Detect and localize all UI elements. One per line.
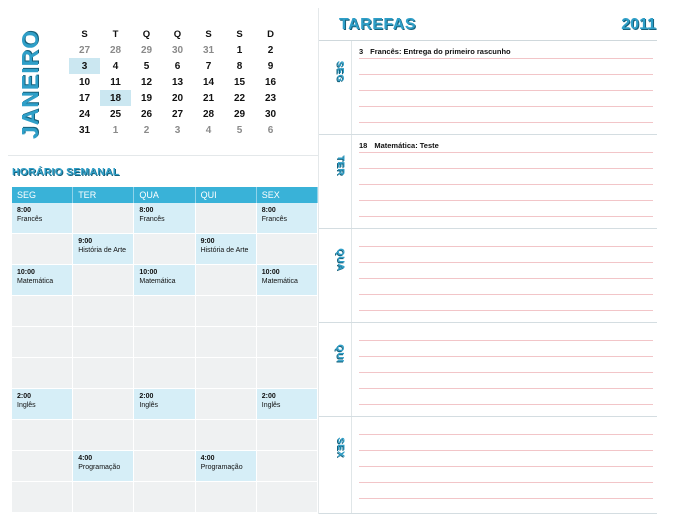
ruled-line[interactable] [359, 247, 653, 263]
calendar-day[interactable]: 27 [171, 108, 184, 120]
calendar-day[interactable]: 11 [110, 76, 121, 88]
calendar-week-row [69, 58, 286, 74]
task-day-divider [351, 229, 352, 322]
task-day-label: SEX [334, 436, 346, 458]
calendar-grid [69, 26, 286, 138]
schedule-empty-cell[interactable] [257, 420, 318, 450]
class-time: 9:00 [78, 238, 93, 245]
task-day-label: TER [334, 154, 346, 176]
ruled-line[interactable] [359, 357, 653, 373]
ruled-line[interactable] [359, 419, 653, 435]
schedule-empty-cell[interactable] [134, 420, 195, 450]
ruled-line[interactable] [359, 389, 653, 405]
ruled-line[interactable] [359, 153, 653, 169]
task-day-qui [319, 323, 657, 417]
schedule-class-cell[interactable] [257, 265, 318, 295]
task-entry[interactable] [359, 47, 511, 56]
tasks-panel [318, 8, 656, 514]
class-time: 2:00 [139, 393, 154, 400]
calendar-day[interactable]: 9 [267, 60, 274, 72]
schedule-empty-cell[interactable] [12, 234, 73, 264]
schedule-empty-cell[interactable] [196, 358, 257, 388]
calendar-week-row [69, 42, 286, 58]
schedule-empty-cell[interactable] [134, 296, 195, 326]
schedule-class-cell[interactable] [257, 203, 318, 233]
schedule-empty-cell[interactable] [257, 482, 318, 512]
schedule-class-cell[interactable] [134, 265, 195, 295]
calendar-day[interactable]: 17 [78, 92, 91, 104]
schedule-empty-cell[interactable] [12, 451, 73, 481]
schedule-row [12, 482, 318, 513]
calendar-day[interactable]: 21 [202, 92, 215, 104]
schedule-empty-cell[interactable] [257, 234, 318, 264]
schedule-day-header: QUI [196, 187, 257, 203]
task-day-seg [319, 41, 657, 135]
schedule-row [12, 451, 318, 482]
schedule-class-cell[interactable] [73, 451, 134, 481]
schedule-row [12, 327, 318, 358]
schedule-class-cell[interactable] [257, 389, 318, 419]
calendar-day[interactable]: 23 [264, 92, 277, 104]
calendar-day-highlighted[interactable]: 3 [69, 58, 100, 74]
task-date: 18 [359, 141, 368, 150]
task-text: Matemática: Teste [374, 141, 439, 150]
class-subject: Matemática [139, 278, 176, 285]
schedule-class-cell[interactable] [73, 234, 134, 264]
task-day-divider [351, 41, 352, 134]
ruled-line[interactable] [359, 75, 653, 91]
calendar-day[interactable]: 2 [143, 124, 150, 136]
ruled-line[interactable] [359, 325, 653, 341]
class-subject: Inglês [139, 402, 159, 409]
ruled-line[interactable] [359, 373, 653, 389]
task-day-label: QUA [334, 247, 346, 271]
calendar-day[interactable]: 31 [78, 124, 91, 136]
schedule-empty-cell[interactable] [12, 358, 73, 388]
calendar-day[interactable]: 22 [233, 92, 246, 104]
ruled-line[interactable] [359, 279, 653, 295]
task-day-divider [351, 135, 352, 228]
ruled-line[interactable] [359, 231, 653, 247]
year-label: 2011 [621, 16, 656, 33]
ruled-line[interactable] [359, 435, 653, 451]
calendar-day[interactable]: 31 [202, 44, 215, 56]
schedule-empty-cell[interactable] [196, 265, 257, 295]
schedule-empty-cell[interactable] [73, 296, 134, 326]
calendar-weekday-header: D [267, 28, 274, 40]
calendar-day[interactable]: 2 [267, 44, 274, 56]
ruled-line[interactable] [359, 451, 653, 467]
task-day-ter [319, 135, 657, 229]
calendar-day[interactable]: 27 [78, 44, 91, 56]
calendar-weekday-header: S [205, 28, 212, 40]
schedule-empty-cell[interactable] [134, 327, 195, 357]
schedule-class-cell[interactable] [134, 203, 195, 233]
schedule-class-cell[interactable] [12, 265, 73, 295]
schedule-empty-cell[interactable] [12, 296, 73, 326]
ruled-line[interactable] [359, 341, 653, 357]
calendar-day[interactable]: 13 [171, 76, 184, 88]
schedule-empty-cell[interactable] [73, 420, 134, 450]
calendar-day[interactable]: 26 [140, 108, 153, 120]
task-date: 3 [359, 47, 364, 56]
calendar-day[interactable]: 15 [233, 76, 246, 88]
ruled-line[interactable] [359, 185, 653, 201]
class-time: 8:00 [261, 207, 276, 214]
ruled-line[interactable] [359, 91, 653, 107]
calendar-day[interactable]: 19 [140, 92, 153, 104]
calendar-day[interactable]: 12 [140, 76, 153, 88]
task-ruled-lines[interactable] [359, 231, 653, 311]
class-subject: Programação [200, 464, 243, 471]
schedule-empty-cell[interactable] [196, 482, 257, 512]
task-day-divider [351, 417, 352, 513]
ruled-line[interactable] [359, 483, 653, 499]
task-day-sex [319, 417, 657, 514]
class-subject: Inglês [17, 402, 36, 409]
schedule-empty-cell[interactable] [73, 265, 134, 295]
schedule-empty-cell[interactable] [73, 389, 134, 419]
calendar-week-row [69, 74, 286, 90]
schedule-empty-cell[interactable] [196, 203, 257, 233]
schedule-empty-cell[interactable] [73, 203, 134, 233]
class-time: 2:00 [17, 393, 32, 400]
task-ruled-lines[interactable] [359, 325, 653, 405]
calendar-weekday-header: Q [173, 28, 182, 40]
calendar-day[interactable]: 30 [171, 44, 184, 56]
schedule-empty-cell[interactable] [73, 358, 134, 388]
schedule-empty-cell[interactable] [196, 420, 257, 450]
class-time: 10:00 [17, 269, 35, 276]
calendar-day[interactable]: 4 [205, 124, 212, 136]
tasks-title: TAREFAS [339, 16, 416, 33]
calendar-day[interactable]: 24 [78, 108, 91, 120]
schedule-row [12, 203, 318, 234]
schedule-empty-cell[interactable] [257, 358, 318, 388]
task-day-label: QUI [334, 343, 346, 363]
task-day-divider [351, 323, 352, 416]
class-subject: Francês [261, 216, 288, 223]
schedule-empty-cell[interactable] [134, 358, 195, 388]
calendar-day[interactable]: 28 [109, 44, 122, 56]
schedule-class-cell[interactable] [196, 234, 257, 264]
month-title [16, 29, 46, 139]
schedule-day-header: QUA [134, 187, 195, 203]
calendar-weekday-header: T [112, 28, 119, 40]
calendar-week-row [69, 106, 286, 122]
schedule-class-cell[interactable] [12, 389, 73, 419]
calendar-day[interactable]: 5 [236, 124, 243, 136]
class-subject: Matemática [17, 278, 54, 285]
schedule-empty-cell[interactable] [196, 389, 257, 419]
schedule-row [12, 420, 318, 451]
calendar-day[interactable]: 29 [233, 108, 246, 120]
schedule-empty-cell[interactable] [12, 420, 73, 450]
calendar-day[interactable]: 20 [171, 92, 184, 104]
class-subject: Francês [139, 216, 165, 223]
calendar-day[interactable]: 5 [143, 60, 150, 72]
task-ruled-lines[interactable] [359, 419, 653, 499]
calendar-weekday-row [69, 26, 286, 42]
class-subject: Matemática [261, 278, 298, 285]
class-subject: História de Arte [200, 247, 249, 254]
schedule-row [12, 358, 318, 389]
schedule-row [12, 296, 318, 327]
ruled-line[interactable] [359, 59, 653, 75]
calendar-day[interactable]: 6 [267, 124, 274, 136]
schedule-empty-cell[interactable] [12, 327, 73, 357]
schedule-empty-cell[interactable] [12, 482, 73, 512]
schedule-empty-cell[interactable] [73, 327, 134, 357]
calendar-week-row [69, 90, 286, 106]
calendar-weekday-header: Q [142, 28, 151, 40]
ruled-line[interactable] [359, 201, 653, 217]
schedule-class-cell[interactable] [134, 389, 195, 419]
calendar-day[interactable]: 25 [109, 108, 122, 120]
schedule-empty-cell[interactable] [196, 327, 257, 357]
schedule-row [12, 265, 318, 296]
calendar-day[interactable]: 3 [174, 124, 181, 136]
weekly-schedule [12, 187, 318, 512]
calendar-day[interactable]: 16 [264, 76, 277, 88]
task-text: Francês: Entrega do primeiro rascunho [370, 47, 511, 56]
calendar-weekday-header: S [81, 28, 88, 40]
class-time: 8:00 [17, 207, 32, 214]
class-time: 10:00 [261, 269, 280, 276]
planner-page [8, 8, 656, 514]
schedule-empty-cell[interactable] [196, 296, 257, 326]
calendar-day[interactable]: 7 [205, 60, 212, 72]
ruled-line[interactable] [359, 467, 653, 483]
schedule-empty-cell[interactable] [134, 451, 195, 481]
schedule-row [12, 389, 318, 420]
class-subject: Francês [17, 216, 43, 223]
calendar-weekday-header: S [236, 28, 243, 40]
calendar-day[interactable]: 10 [78, 76, 91, 88]
class-subject: Inglês [261, 402, 281, 409]
class-subject: Programação [78, 464, 121, 471]
calendar-day[interactable]: 1 [236, 44, 243, 56]
schedule-empty-cell[interactable] [134, 482, 195, 512]
schedule-class-cell[interactable] [12, 203, 73, 233]
schedule-empty-cell[interactable] [73, 482, 134, 512]
task-day-qua [319, 229, 657, 323]
mini-calendar [8, 8, 318, 156]
schedule-body [12, 203, 318, 512]
calendar-day[interactable]: 30 [264, 108, 277, 120]
schedule-empty-cell[interactable] [257, 451, 318, 481]
class-time: 4:00 [200, 455, 215, 462]
schedule-class-cell[interactable] [196, 451, 257, 481]
schedule-day-header: TER [73, 187, 134, 203]
calendar-day[interactable]: 6 [174, 60, 181, 72]
schedule-empty-cell[interactable] [134, 234, 195, 264]
schedule-empty-cell[interactable] [257, 296, 318, 326]
calendar-day[interactable]: 14 [202, 76, 215, 88]
class-time: 2:00 [261, 393, 276, 400]
calendar-day[interactable]: 8 [236, 60, 243, 72]
task-day-label: SEG [334, 60, 346, 82]
class-time: 9:00 [200, 238, 215, 245]
class-time: 8:00 [139, 207, 154, 214]
calendar-week-row [69, 122, 286, 138]
ruled-line[interactable] [359, 295, 653, 311]
ruled-line[interactable] [359, 169, 653, 185]
calendar-day[interactable]: 28 [202, 108, 215, 120]
calendar-day-highlighted[interactable]: 18 [100, 90, 131, 106]
ruled-line[interactable] [359, 263, 653, 279]
class-time: 4:00 [78, 455, 93, 462]
calendar-day[interactable]: 29 [140, 44, 153, 56]
calendar-day[interactable]: 1 [112, 124, 119, 136]
schedule-day-header: SEG [12, 187, 73, 203]
schedule-day-header: SEX [257, 187, 318, 203]
schedule-title: HORÁRIO SEMANAL [12, 166, 120, 178]
left-panel [8, 8, 318, 514]
ruled-line[interactable] [359, 107, 653, 123]
calendar-day[interactable]: 4 [112, 60, 119, 72]
schedule-header [12, 187, 318, 203]
schedule-row [12, 234, 318, 265]
class-time: 10:00 [139, 269, 158, 276]
month-label: JANEIRO [17, 29, 44, 139]
task-entry[interactable] [359, 141, 439, 150]
class-subject: História de Arte [78, 247, 127, 254]
schedule-empty-cell[interactable] [257, 327, 318, 357]
